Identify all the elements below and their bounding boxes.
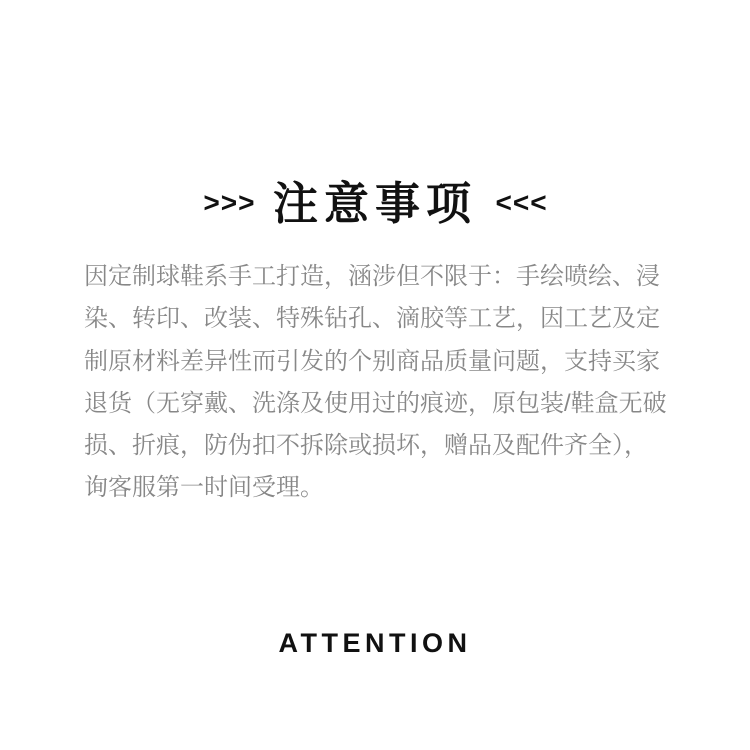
notice-line: 因定制球鞋系手工打造，涵涉但不限于：手绘喷绘、浸 [84,263,660,290]
attention-label: ATTENTION [278,628,472,658]
notice-paragraph [84,256,684,510]
notice-line: 染、转印、改装、特殊钻孔、滴胶等工艺，因工艺及定 [84,305,660,333]
notice-line: 损、折痕，防伪扣不拆除或损坏，赠品及配件齐全）， [84,432,648,460]
page-title-text: 注意事项 [272,177,477,229]
notice-line: 退货（无穿戴、洗涤及使用过的痕迹，原包装/鞋盒无破 [84,389,667,417]
left-chevrons-decoration: <<< [495,187,548,218]
right-chevrons-decoration: >>> [202,187,255,218]
notice-line: 询客服第一时间受理。 [84,474,324,502]
notice-line: 制原材料差异性而引发的个别商品质量问题，支持买家 [84,347,660,375]
page-title [0,172,750,234]
